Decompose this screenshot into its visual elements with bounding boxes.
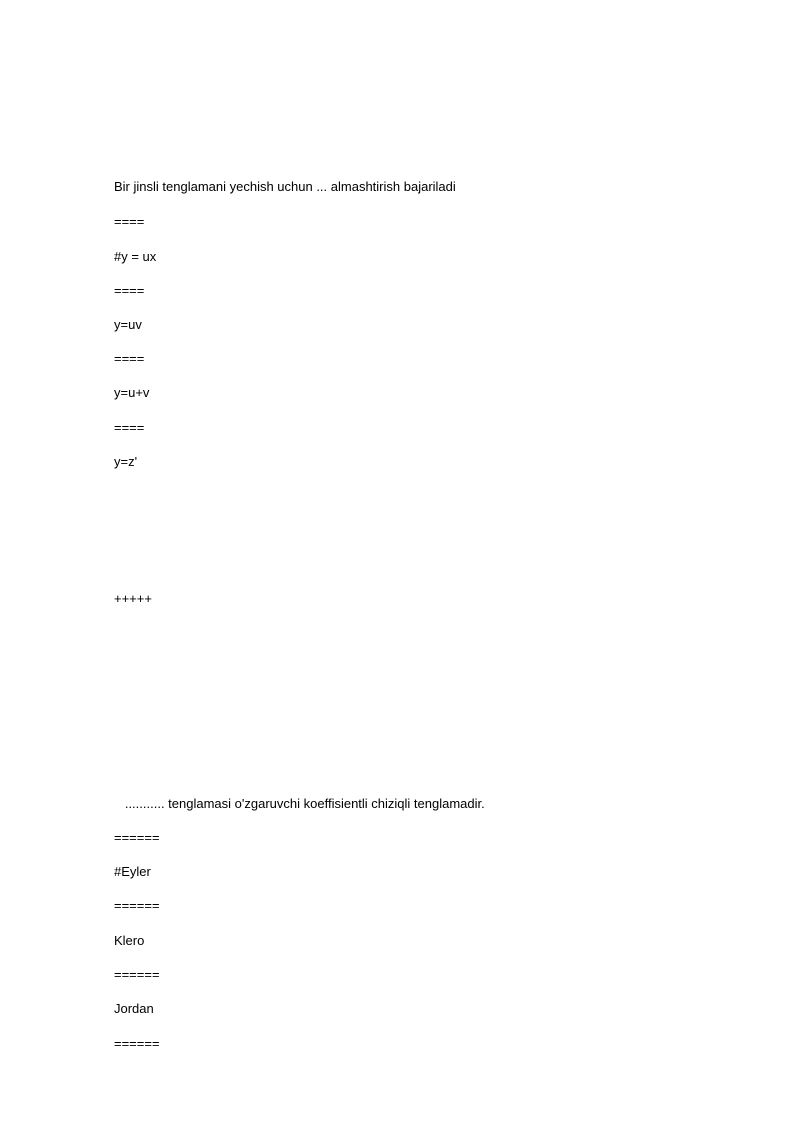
option-separator: ====== <box>114 1036 160 1051</box>
option-separator: ====== <box>114 898 160 913</box>
option-separator: ==== <box>114 283 145 298</box>
question-1-option-1: #y = ux <box>114 249 157 264</box>
question-1-prompt: Bir jinsli tenglamani yechish uchun ... almashtirish bajariladi <box>114 179 456 194</box>
question-2-option-2: Klero <box>114 933 145 948</box>
question-2-option-3: Jordan <box>114 1001 154 1016</box>
option-separator: ==== <box>114 420 145 435</box>
option-separator: ==== <box>114 214 145 229</box>
option-separator: ====== <box>114 830 160 845</box>
question-1-option-3: y=u+v <box>114 385 150 400</box>
question-2-prompt: ........... tenglamasi o'zgaruvchi koeffisientli chiziqli tenglamadir. <box>114 796 485 811</box>
question-block-separator: +++++ <box>114 591 152 606</box>
question-1-option-2: y=uv <box>114 317 142 332</box>
question-2-option-1: #Eyler <box>114 864 151 879</box>
option-separator: ====== <box>114 967 160 982</box>
question-1-option-4: y=z' <box>114 454 138 469</box>
option-separator: ==== <box>114 351 145 366</box>
